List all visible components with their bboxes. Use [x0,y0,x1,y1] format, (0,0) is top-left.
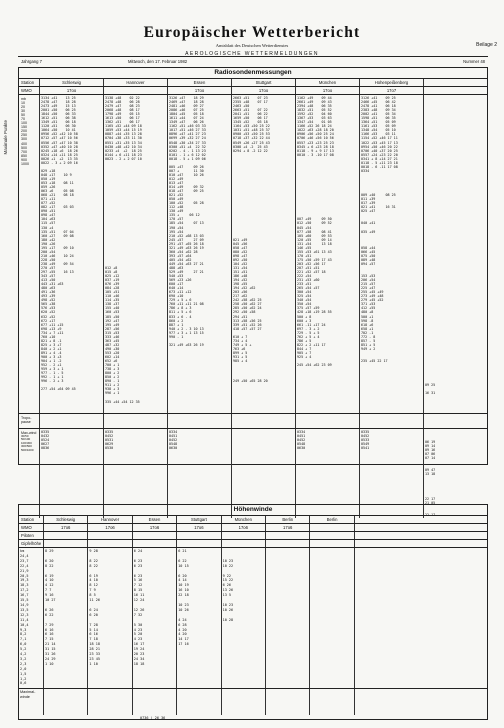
wmo-code: 17o6 [265,524,309,531]
wmo-code: 17oo [39,87,103,94]
hw-station-column [309,548,353,688]
maxwind-cell: 0335 0452 0531 0629 0530 [103,429,167,455]
nummer: Nummer 48 [463,59,485,64]
station-column: 1162 +49 09 44 2661 +49 09 43 2394 +48 06 35 1832 +51 05 52 1592 +52 04 60 1367 +53 03 63 1347 +54 01 05 1166 +52 26 18 24 1022 +63 +28 18 20 0906 +56 +50 25 24 0706 +46 +56 10 56 0557 +23 +23 25 23 0345 + 6 +23 28 18 0118 - 9 + 9 17 13 0010 - 3 -10 17 08 007 +49 09 50 012 +50 09 52 045 +54 077 +58 08 41 105 +60 09 53 120 +55 09 14 131 +54 13 18 146 +55 155 +53 +61 13 43 170 +51 175 +50 +59 17 43 203 +52 +56 17 207 +51 +51 221 +52 +57 18 222 +54 231 +53 +60 233 +51 265 +54 +57 300 +54 325 +54 340 +54 350 +54 375 +57 +59 428 +18 +19 28 55 500 + 8 600 + 3 661 -11 +17 24 697 - 3 + 2 729 - 5 + 5 762 + 5 + 4 786 + 5 822 + 2 +11 17 844 + 7 905 + 7 925 + 4 245 +54 +62 23 09 [295,95,359,518]
station-name: München [295,79,359,86]
maxwind-cell [231,429,295,455]
station-column: 09 25 16 31 06 19 09 14 09 16 07 06 07 14 09 47 13 18 22 17 21 05 22 17 [423,95,487,518]
piloten-cell [309,532,353,539]
jahrgang: Jahrgang 7 [21,59,42,64]
hw-station-column: 8 29 6 20 8 22 6 19 4 10 4 12 7 7 9 16 10 27 6 26 6 22 7 29 6 16 6 16 7 15 21 14 31 15 31 26 24 29 1 10 [43,548,87,688]
tropo-cell [231,414,295,428]
mb-label: mb [21,97,26,101]
maxwind-cell [354,689,487,715]
station-name: Berlin [265,516,309,523]
beilage-label: Beilage 2 [476,42,497,48]
tropopause-label: Tropo-pause [21,416,32,425]
station-name: Essen [167,79,231,86]
height-list: 24,4 23,7 22,4 21,9 20,5 19,3 18,3 17,2 16,7 15,5 14,9 13,5 12,3 11,4 10,4 9,3 8,2 7,1 6,0 5,2 4,2 3,2 2,3 2,0 1,5 1,2 0,6 [20,553,29,686]
tropo-cell [39,414,103,428]
station-column: 3126 +41 09 25 2466 +45 06 42 2478 +41 06 18 2383 +48 09 34 2002 +41 05 34 1598 +51 06 35 1364 +51 05 09 1161 +53 05 09 1348 +54 05 10 1166 +53 03 11 1154 +52 +46 17 11 1022 +53 +45 17 13 0954 +50 +46 20 22 0706 +40 +37 20 25 0557 +24 +23 22 20 0341 + 8 +14 27 21 0118 - 5 +11 23 18 0018 - 6 -11 17 08 0334 009 +40 08 25 011 +39 017 +39 021 +41 16 31 025 +47 040 +41 035 +49 058 +44 066 +45 075 +50 089 +48 094 +57 153 +53 206 +54 215 +57 225 +47 255 +45 +49 273 +49 +48 279 +45 +52 371 +53 412 +55 480 +8 500 +1 598 -8 618 +6 658 +1 702 -1 772 - 8 857 - 5 851 + 5 949 + 2 235 +45 22 17 [359,95,423,518]
wmo-code [309,524,353,531]
piloten-cell [176,532,220,539]
hoehenwinde-data [19,548,487,688]
maxwind-cell [221,689,265,715]
tropo-cell [423,414,487,428]
gipfelhoehe-label: Gipfelhöhe [21,541,42,546]
station-name-empty [354,516,487,523]
piloten-cell [354,532,487,539]
gipfel-cell [265,540,309,547]
publisher-line: Amtsblatt des Deutschen Wetterdienstes [215,43,289,48]
station-column: 3134 +41 13 25 2478 +47 18 28 2473 +49 15 13 2001 +50 06 25 1844 +50 06 33 1612 +51 06 38 1349 +51 06 18 1120 +51 06 30 1064 +50 10 41 0956 +52 +42 10 58 0712 +57 +47 10 56 0556 +57 +47 10 38 0352 +47 +40 10 28 0245 +18 +6 18 26 0324 +14 +11 18 25 0026 +1 +2 13 35 0022 - 3 + 2 09 16 029 +18 048 +17 10 9 050 +19 053 +18 08 11 059 +26 063 +6 05 08 068 +21 08 18 071 +11 077 +52 082 +17 03 03 090 +51 098 +47 104 +63 115 +57 130 +4 135 +51 07 04 160 +27 09 08 180 +42 190 +26 195 +17 09 10 200 +54 210 +46 10 24 228 +50 238 +49 09 54 270 +57 297 +55 16 13 343 +57 413 +50 443 +31 +63 480 +63 491 +36 493 +39 498 +52 565 +38 576 +53 620 +52 632 +52 672 +17 677 +11 +15 698 +13 +9 734 + 7 +11 760 +10 821 + 8 -1 825 + 3 +7 840 + 2 +1 891 + 4 -4 900 + 3 +3 904 + 1 -2 952 - 2 +1 959 + 3 + 1 977 - 1 - 5 992 - 1 + 1 996 - 2 + 3 277 +54 +64 09 45 [39,95,103,518]
hw-station-column: 9 28 8 22 8 22 6 19 4 10 8 12 7 9 8 5 11 26 6 24 6 20 7 28 5 14 6 16 7 18 18 18 28 21 23 33 23 45 1 10 [87,548,131,688]
wmo-code: 17o6 [87,524,131,531]
gipfel-cell [221,540,265,547]
gipfelhoehe-row [19,540,487,548]
maxwind-cell: 0334 0451 0452 0548 0630 [295,429,359,455]
maxwind-cell [132,689,176,715]
station-name: Hohenpeißenberg [359,79,423,86]
page-title: Europäischer Wetterbericht [143,24,361,41]
maxwind-cell: 0335 0452 0533 0549 0541 [359,429,423,455]
wmo-code-empty [354,524,487,531]
station-name: Essen [132,516,176,523]
wmo-code: 17o6 [176,524,220,531]
maximalwinde-label: Maximal-winde [20,690,36,699]
wmo-code: 17oo [295,87,359,94]
hoehenwinde-wmo-header [19,524,487,532]
hw-empty-column [354,548,487,688]
hoehenwinde-section [18,504,488,720]
station-column: 3138 +48 02 22 2478 +48 06 28 2479 +47 08 23 2068 +48 08 17 1798 +49 05 15 1613 +50 06 17 1362 +51 06 17 1165 +52 +44 09 18 1059 +53 +44 15 19 0887 +44 +35 13 28 0704 +38 +33 11 30 0551 +31 +35 13 34 0430 +48 +42 10 34 0233 +4 +2 18 25 0144 + 6 +11 18 23 0023 - 2 + 2 07 10 012 +8 015 +8 025 +12 037 +19 076 +39 084 +28 105 +51 110 +46 114 +35 138 +37 155 +40 160 +53 185 +50 192 +47 195 +49 287 +56 315 +53 333 +46 363 +45 487 +32 490 +30 553 +20 602 +14 652 +6 700 + 1 738 + 3 800 + 2 850 + 2 890 - 1 911 + 2 938 + 3 996 + 1 335 +44 +54 12 35 [103,95,167,518]
gipfel-cell [132,540,176,547]
hoehenwinde-title: Höhenwinde [19,505,487,516]
wmo-code: 17o7 [359,87,423,94]
station-label: Station [21,80,35,85]
station-label: Station [21,517,35,522]
maxwind-cell [265,689,309,715]
side-label-text: Maximale Punkte [3,120,8,155]
tropo-cell [103,414,167,428]
piloten-cell [43,532,87,539]
hw-station-column: 10 23 10 22 9 22 15 22 6 26 13 26 13 5 10 23 10 26 10 28 [221,548,265,688]
maxwind-cell: 0335 0432 0524 0627 0836 [39,429,103,455]
station-name: Stuttgart [176,516,220,523]
maxwind-label: Max-wind [21,431,37,435]
km-label: km [20,549,25,553]
maxwind-row [19,428,487,455]
side-label [2,120,8,157]
gipfel-cell [176,540,220,547]
piloten-cell [265,532,309,539]
radiosonde-wmo-header [19,87,487,95]
station-name: Schleswig [43,516,87,523]
wmo-code: 17oo [231,87,295,94]
station-name: Schleswig [39,79,103,86]
maxwind-cell [423,429,487,455]
station-column: 2663 +51 07 23 2355 +48 07 17 2463 +50 2663 +51 07 22 2041 +51 06 22 1659 +50 06 17 1345 +52 03 18 1164 +53 +50 25 22 1031 +51 +48 25 37 0900 +53 +50 25 53 0718 +37 +32 22 44 0549 +26 +27 25 43 0308 +4 -2 25 43 0294 + 8 -2 12 22 021 +49 045 +56 058 +47 080 +52 098 +47 092 +50 104 +52 131 +54 151 +51 186 +48 194 +52 198 +55 194 +52 +62 203 +56 217 +62 242 +58 +62 25 258 +50 +62 27 285 +50 +62 24 292 +50 +58 294 +51 313 +58 +56 25 339 +51 +52 26 418 +57 +57 27 610 + 7 734 + 4 749 + 5 + 763 +6 899 + 5 931 + 5 985 + 4 249 +50 +65 28 20 [231,95,295,518]
station-name: Berlin [309,516,353,523]
wmo-code [103,87,167,94]
wmo-code: 17o6 [132,524,176,531]
gipfel-cell [354,540,487,547]
height-column [19,548,43,688]
tropo-cell [359,414,423,428]
station-name [423,79,487,86]
radiosonde-title: Radiosondenmessungen [19,68,487,79]
piloten-row [19,532,487,540]
hw-station-column: 6 21 6 22 10 15 6 20 4 14 10 19 16 10 22 18 10 23 10 26 4 24 6 28 4 20 4 20 14 17 17 16 [176,548,220,688]
bottom-note: 0736 | 26 36 [140,716,166,720]
hoehenwinde-station-header [19,516,487,524]
date-text: Mittwoch, den 17. Februar 1982 [128,59,188,64]
maxwind-cell [87,689,131,715]
wmo-code [423,87,487,94]
station-name: München [221,516,265,523]
header [0,24,504,57]
piloten-label: Piloten [21,533,34,538]
wmo-label: WMO [21,525,32,530]
section-line: AEROLOGISCHE WETTERMELDUNGEN [185,51,319,57]
maxwind-cell: 0334 0451 0452 0548 0630 [167,429,231,455]
piloten-cell [132,532,176,539]
maxwind-cell [176,689,220,715]
station-name: Hannover [87,516,131,523]
wmo-code: 17oo [167,87,231,94]
station-name: Hannover [103,79,167,86]
gipfel-cell [309,540,353,547]
piloten-cell [221,532,265,539]
tropo-cell [295,414,359,428]
wmo-code: 17o6 [43,524,87,531]
maxwind-levels: 30/50 50/100 100/300 300/500 500/1000 [21,434,34,452]
station-column: 3126 +47 18 29 2469 +47 18 28 2481 +46 09 27 2086 +46 07 25 1804 +45 05 18 1611 +44 07 24 1349 +47 06 26 1162 +51 +46 03 33 1017 +51 +46 27 33 0896 +47 +41 27 23 0699 +39 +32 27 24 0548 +30 +34 27 33 0300 +51 +4 22 32 0202 - 4 - 1 13 23 0101 - 1 + 6 12 02 0018 - 5 + 1 09 06 005 +47 09 26 007 + 11 30 010 +47 10 26 012 +49 013 +47 014 +49 09 32 018 +47 09 25 021 +52 050 +49 100 +52 05 28 112 +48 130 +49 135 + 06 12 170 +57 185 +54 07 13 190 +54 195 +54 210 +52 +68 13 03 245 +57 27 09 291 +57 +65 26 18 321 +49 +63 26 19 360 +54 +62 28 393 +57 +64 405 +54 +62 449 +54 +63 27 21 488 +63 529 +49 27 21 540 +53 569 +23 +26 600 +17 640 +14 673 +11 +12 690 +10 729 + 5 + 6 760 +11 +11 21 08 786 + 8 + 3 811 + 5 + 6 833 + 6 - 4 860 + 2 887 + 1 940 + 2 - 3 10 13 977 + 3 + 1 13 15 990 - 1 321 +49 +63 26 19 [167,95,231,518]
maxwind-cell [309,689,353,715]
pressure-level-list: 10 20 30 50 70 100 150 200 250 300 400 500 700 850 900 1000 [21,101,29,166]
gipfel-cell [43,540,87,547]
station-name: Stuttgart [231,79,295,86]
tropopause-row [19,413,487,428]
wmo-code: 17o6 [221,524,265,531]
maxwind-label-cell [19,429,39,455]
gipfel-cell [87,540,131,547]
maxwind-cell [43,689,87,715]
tropo-cell [167,414,231,428]
piloten-cell [87,532,131,539]
wmo-label: WMO [21,88,32,93]
hw-station-column [265,548,309,688]
radiosonde-station-header [19,79,487,87]
maximalwinde-row [19,688,487,715]
hw-station-column: 6 24 6 23 6 23 6 23 5 16 7 12 8 15 16 11 12 24 12 26 7 32 5 30 4 23 5 20 4 23 16 17 19 24 20 23 24 34 18 18 [132,548,176,688]
